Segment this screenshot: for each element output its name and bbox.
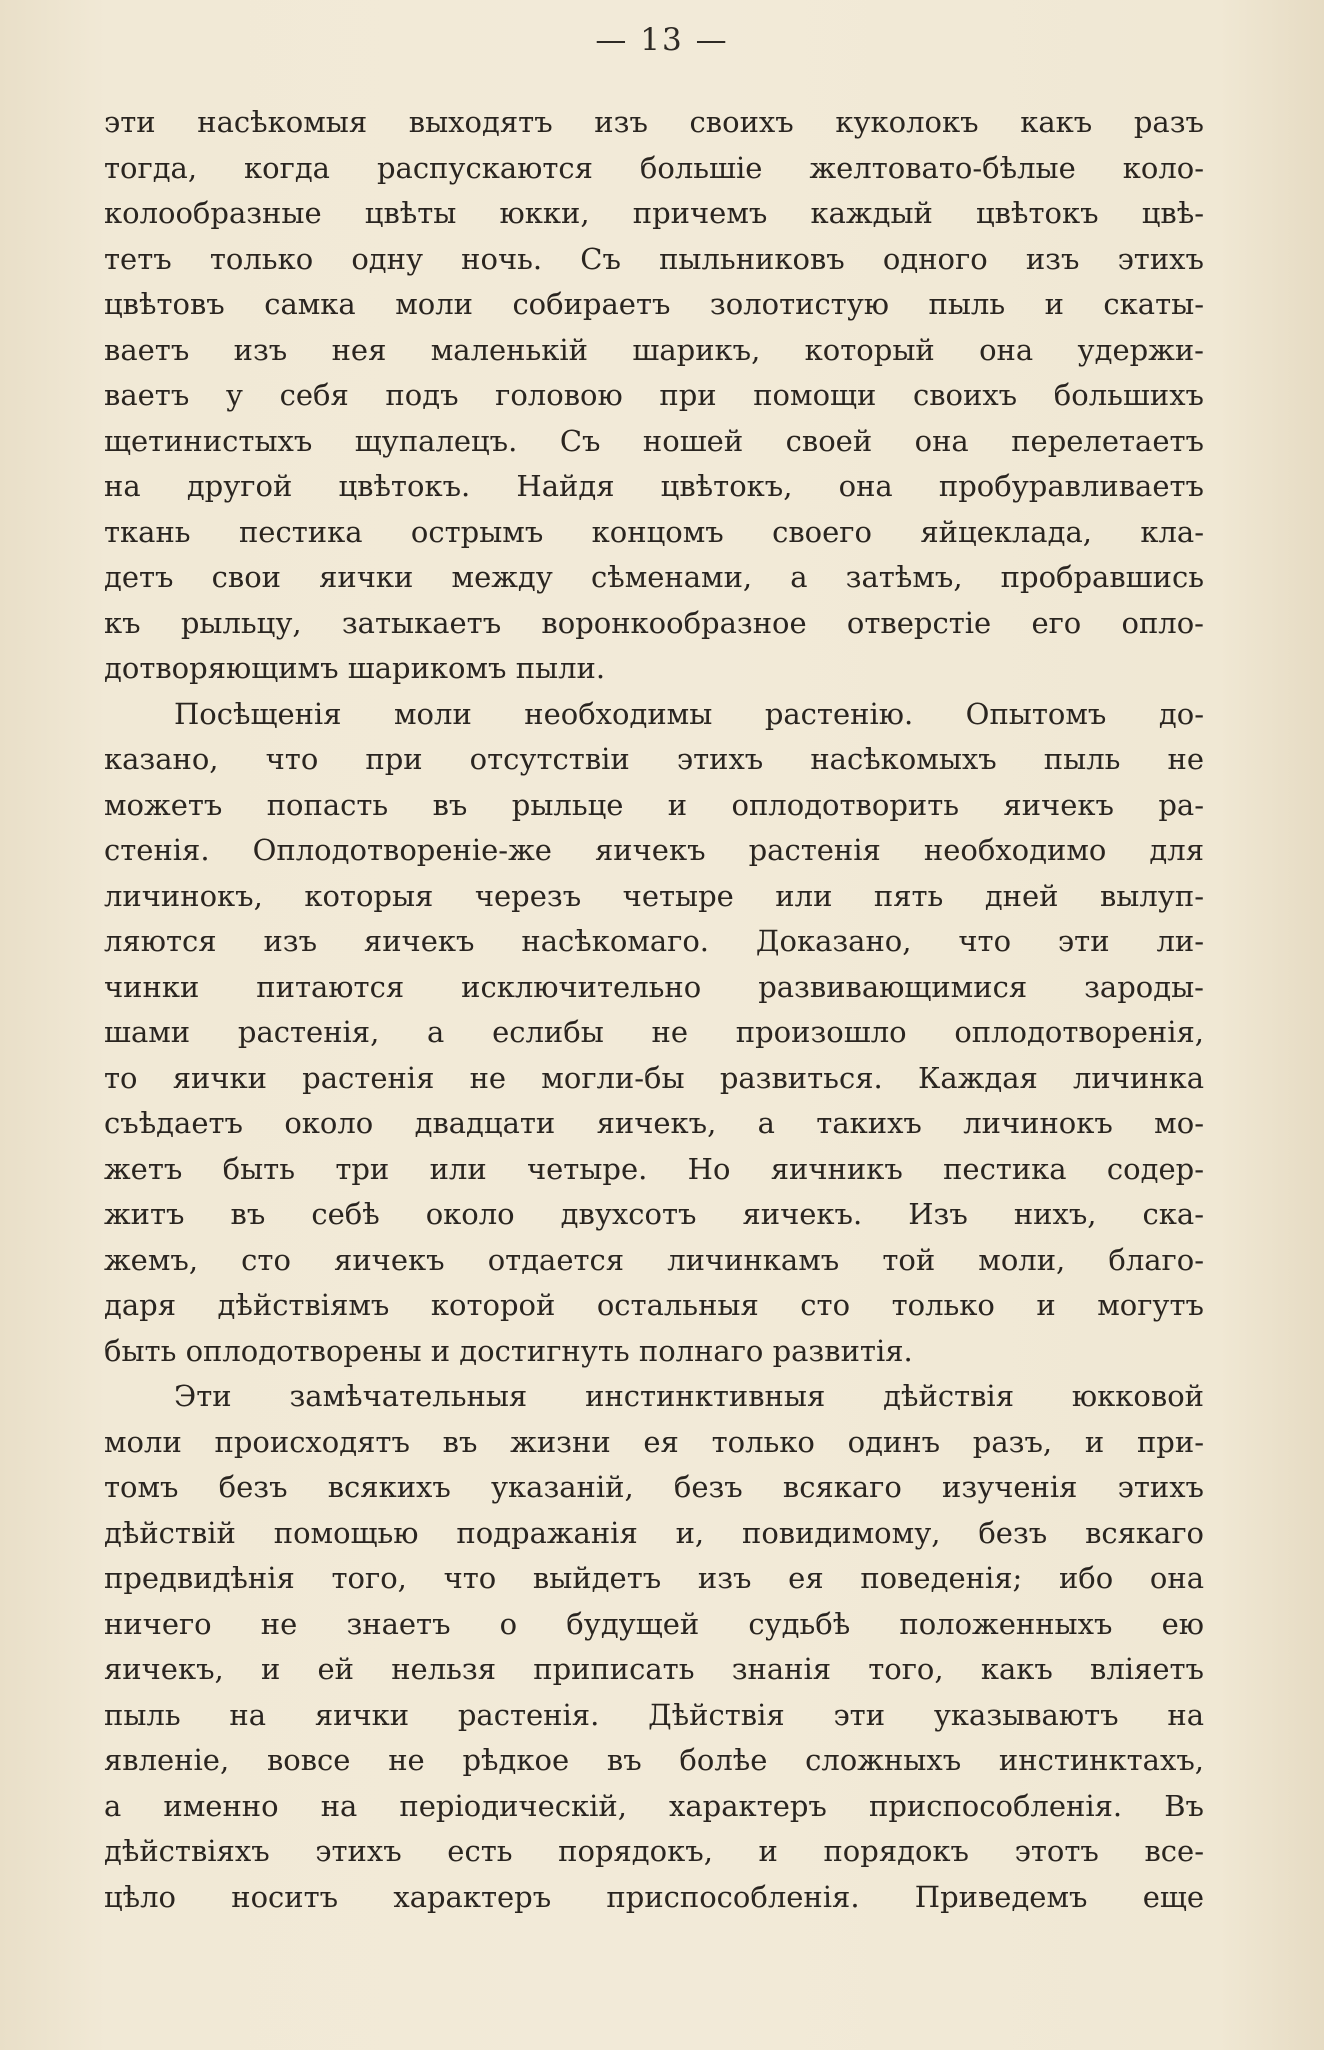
text-line: томъ безъ всякихъ указаній, безъ всякаго изученія этихъ (104, 1470, 1204, 1504)
text-line: можетъ попасть въ рыльце и оплодотворить яичекъ ра- (104, 787, 1204, 822)
text-line: моли происходятъ въ жизни ея только одинъ разъ, и при- (104, 1424, 1204, 1459)
text-line: то яички растенія не могли-бы развиться. Каждая личинка (104, 1060, 1204, 1095)
text-line: чинки питаются исключительно развивающимися зароды- (104, 969, 1204, 1004)
text-line: а именно на періодическій, характеръ приспособленія. Въ (104, 1788, 1204, 1823)
text-line: дѣйствій помощью подражанія и, повидимому, безъ всякаго (104, 1515, 1204, 1550)
text-line: личинокъ, которыя черезъ четыре или пять дней вылуп- (104, 878, 1204, 913)
text-line: тетъ только одну ночь. Съ пыльниковъ одного изъ этихъ (104, 241, 1204, 276)
text-line: тогда, когда распускаются большіе желтовато-бѣлые коло- (104, 150, 1204, 185)
text-line: колообразные цвѣты юкки, причемъ каждый цвѣтокъ цвѣ- (104, 196, 1204, 230)
text-line: щетинистыхъ щупалецъ. Съ ношей своей она перелетаетъ (104, 423, 1204, 458)
text-line: эти насѣкомыя выходятъ изъ своихъ куколокъ какъ разъ (104, 105, 1204, 139)
text-line: къ рыльцу, затыкаетъ воронкообразное отверстіе его опло- (104, 605, 1204, 640)
text-line: предвидѣнія того, что выйдетъ изъ ея поведенія; ибо она (104, 1561, 1204, 1595)
body-text (104, 100, 1204, 1920)
text-line: дѣйствіяхъ этихъ есть порядокъ, и порядокъ этотъ все- (104, 1834, 1204, 1868)
text-line: ваетъ у себя подъ головою при помощи своихъ большихъ (104, 378, 1204, 412)
text-line: жемъ, сто яичекъ отдается личинкамъ той моли, благо- (104, 1242, 1204, 1277)
page-number: — 13 — (595, 22, 729, 58)
text-line: ничего не знаетъ о будущей судьбѣ положенныхъ ею (104, 1606, 1204, 1641)
text-line: явленіе, вовсе не рѣдкое въ болѣе сложныхъ инстинктахъ, (104, 1743, 1204, 1777)
text-line: ткань пестика острымъ концомъ своего яйцеклада, кла- (104, 514, 1204, 549)
text-line: цвѣтовъ самка моли собираетъ золотистую пыль и скаты- (104, 287, 1204, 321)
text-line: шами растенія, а еслибы не произошло оплодотворенія, (104, 1015, 1204, 1049)
text-line: пыль на яички растенія. Дѣйствія эти указываютъ на (104, 1697, 1204, 1732)
text-line: съѣдаетъ около двадцати яичекъ, а такихъ личинокъ мо- (104, 1106, 1204, 1140)
paragraph-start-line: Посѣщенія моли необходимы растенію. Опытомъ до- (174, 696, 1204, 731)
text-line: детъ свои яички между сѣменами, а затѣмъ, пробравшись (104, 560, 1204, 594)
text-line: стенія. Оплодотвореніе-же яичекъ растенія необходимо для (104, 833, 1204, 867)
text-line: казано, что при отсутствіи этихъ насѣкомыхъ пыль не (104, 742, 1204, 776)
text-line: ляются изъ яичекъ насѣкомаго. Доказано, что эти ли- (104, 924, 1204, 958)
text-line: на другой цвѣтокъ. Найдя цвѣтокъ, она пробуравливаетъ (104, 469, 1204, 503)
text-line: цѣло носитъ характеръ приспособленія. Приведемъ еще (104, 1879, 1204, 1914)
text-line: житъ въ себѣ около двухсотъ яичекъ. Изъ нихъ, ска- (104, 1197, 1204, 1231)
text-line: ваетъ изъ нея маленькій шарикъ, который она удержи- (104, 332, 1204, 367)
text-line: дотворяющимъ шарикомъ пыли. (104, 651, 606, 685)
text-line: яичекъ, и ей нельзя приписать знанія того, какъ вліяетъ (104, 1652, 1204, 1686)
text-line: быть оплодотворены и достигнуть полнаго развитія. (104, 1333, 913, 1368)
text-line: даря дѣйствіямъ которой остальныя сто только и могутъ (104, 1288, 1204, 1322)
text-line: жетъ быть три или четыре. Но яичникъ пестика содер- (104, 1151, 1204, 1186)
paragraph-start-line: Эти замѣчательныя инстинктивныя дѣйствія юкковой (174, 1379, 1204, 1413)
